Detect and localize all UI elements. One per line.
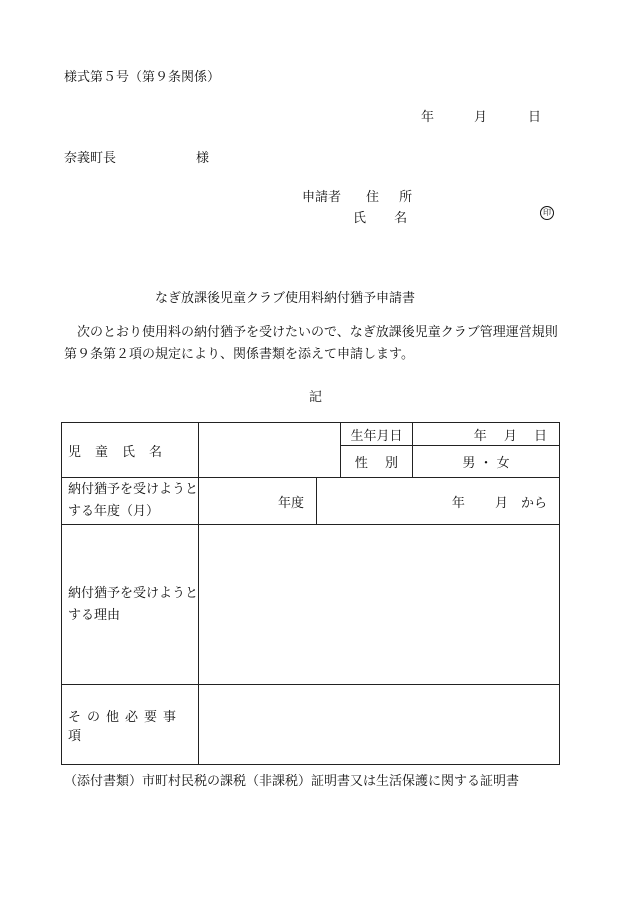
form-number: 様式第５号（第９条関係） <box>64 70 221 85</box>
ki-label: 記 <box>309 390 323 405</box>
attachments-note: （添付書類）市町村民税の課税（非課税）証明書又は生活保護に関する証明書 <box>64 774 520 789</box>
name-label: 氏 名 <box>353 211 420 226</box>
child-name-field[interactable] <box>199 423 341 478</box>
other-field[interactable] <box>199 685 560 765</box>
body-text-content: 次のとおり使用料の納付猶予を受けたいので、なぎ放課後児童クラブ管理運営規則第９条第２項の規定により、関係書類を添えて申請します。 <box>64 325 558 362</box>
application-table <box>61 422 560 765</box>
seal-icon: 印 <box>540 206 554 220</box>
birth-date-label: 生年月日 <box>341 423 413 446</box>
gender-field[interactable]: 男 ・ 女 <box>413 446 560 478</box>
applicant-label: 申請者 <box>302 190 342 205</box>
date-year-label: 年 <box>421 110 435 125</box>
birth-date-field[interactable]: 年 月 日 <box>413 423 560 446</box>
address-label: 住 所 <box>366 190 421 205</box>
reason-label: 納付猶予を受けようとする理由 <box>62 525 199 685</box>
body-text <box>64 322 564 366</box>
reason-field[interactable] <box>199 525 560 685</box>
date-month-label: 月 <box>474 110 488 125</box>
date-day-label: 日 <box>528 110 542 125</box>
fiscal-year-field[interactable]: 年度 <box>199 478 317 525</box>
child-name-label: 児童氏名 <box>62 423 199 478</box>
gender-label: 性 別 <box>341 446 413 478</box>
document-title: なぎ放課後児童クラブ使用料納付猶予申請書 <box>155 291 416 306</box>
period-field[interactable]: 年 月 から <box>317 478 560 525</box>
other-label: その他必要事項 <box>62 685 199 765</box>
honorific: 様 <box>196 151 210 166</box>
addressee: 奈義町長 <box>64 151 117 166</box>
period-label: 納付猶予を受けようとする年度（月） <box>62 478 199 525</box>
